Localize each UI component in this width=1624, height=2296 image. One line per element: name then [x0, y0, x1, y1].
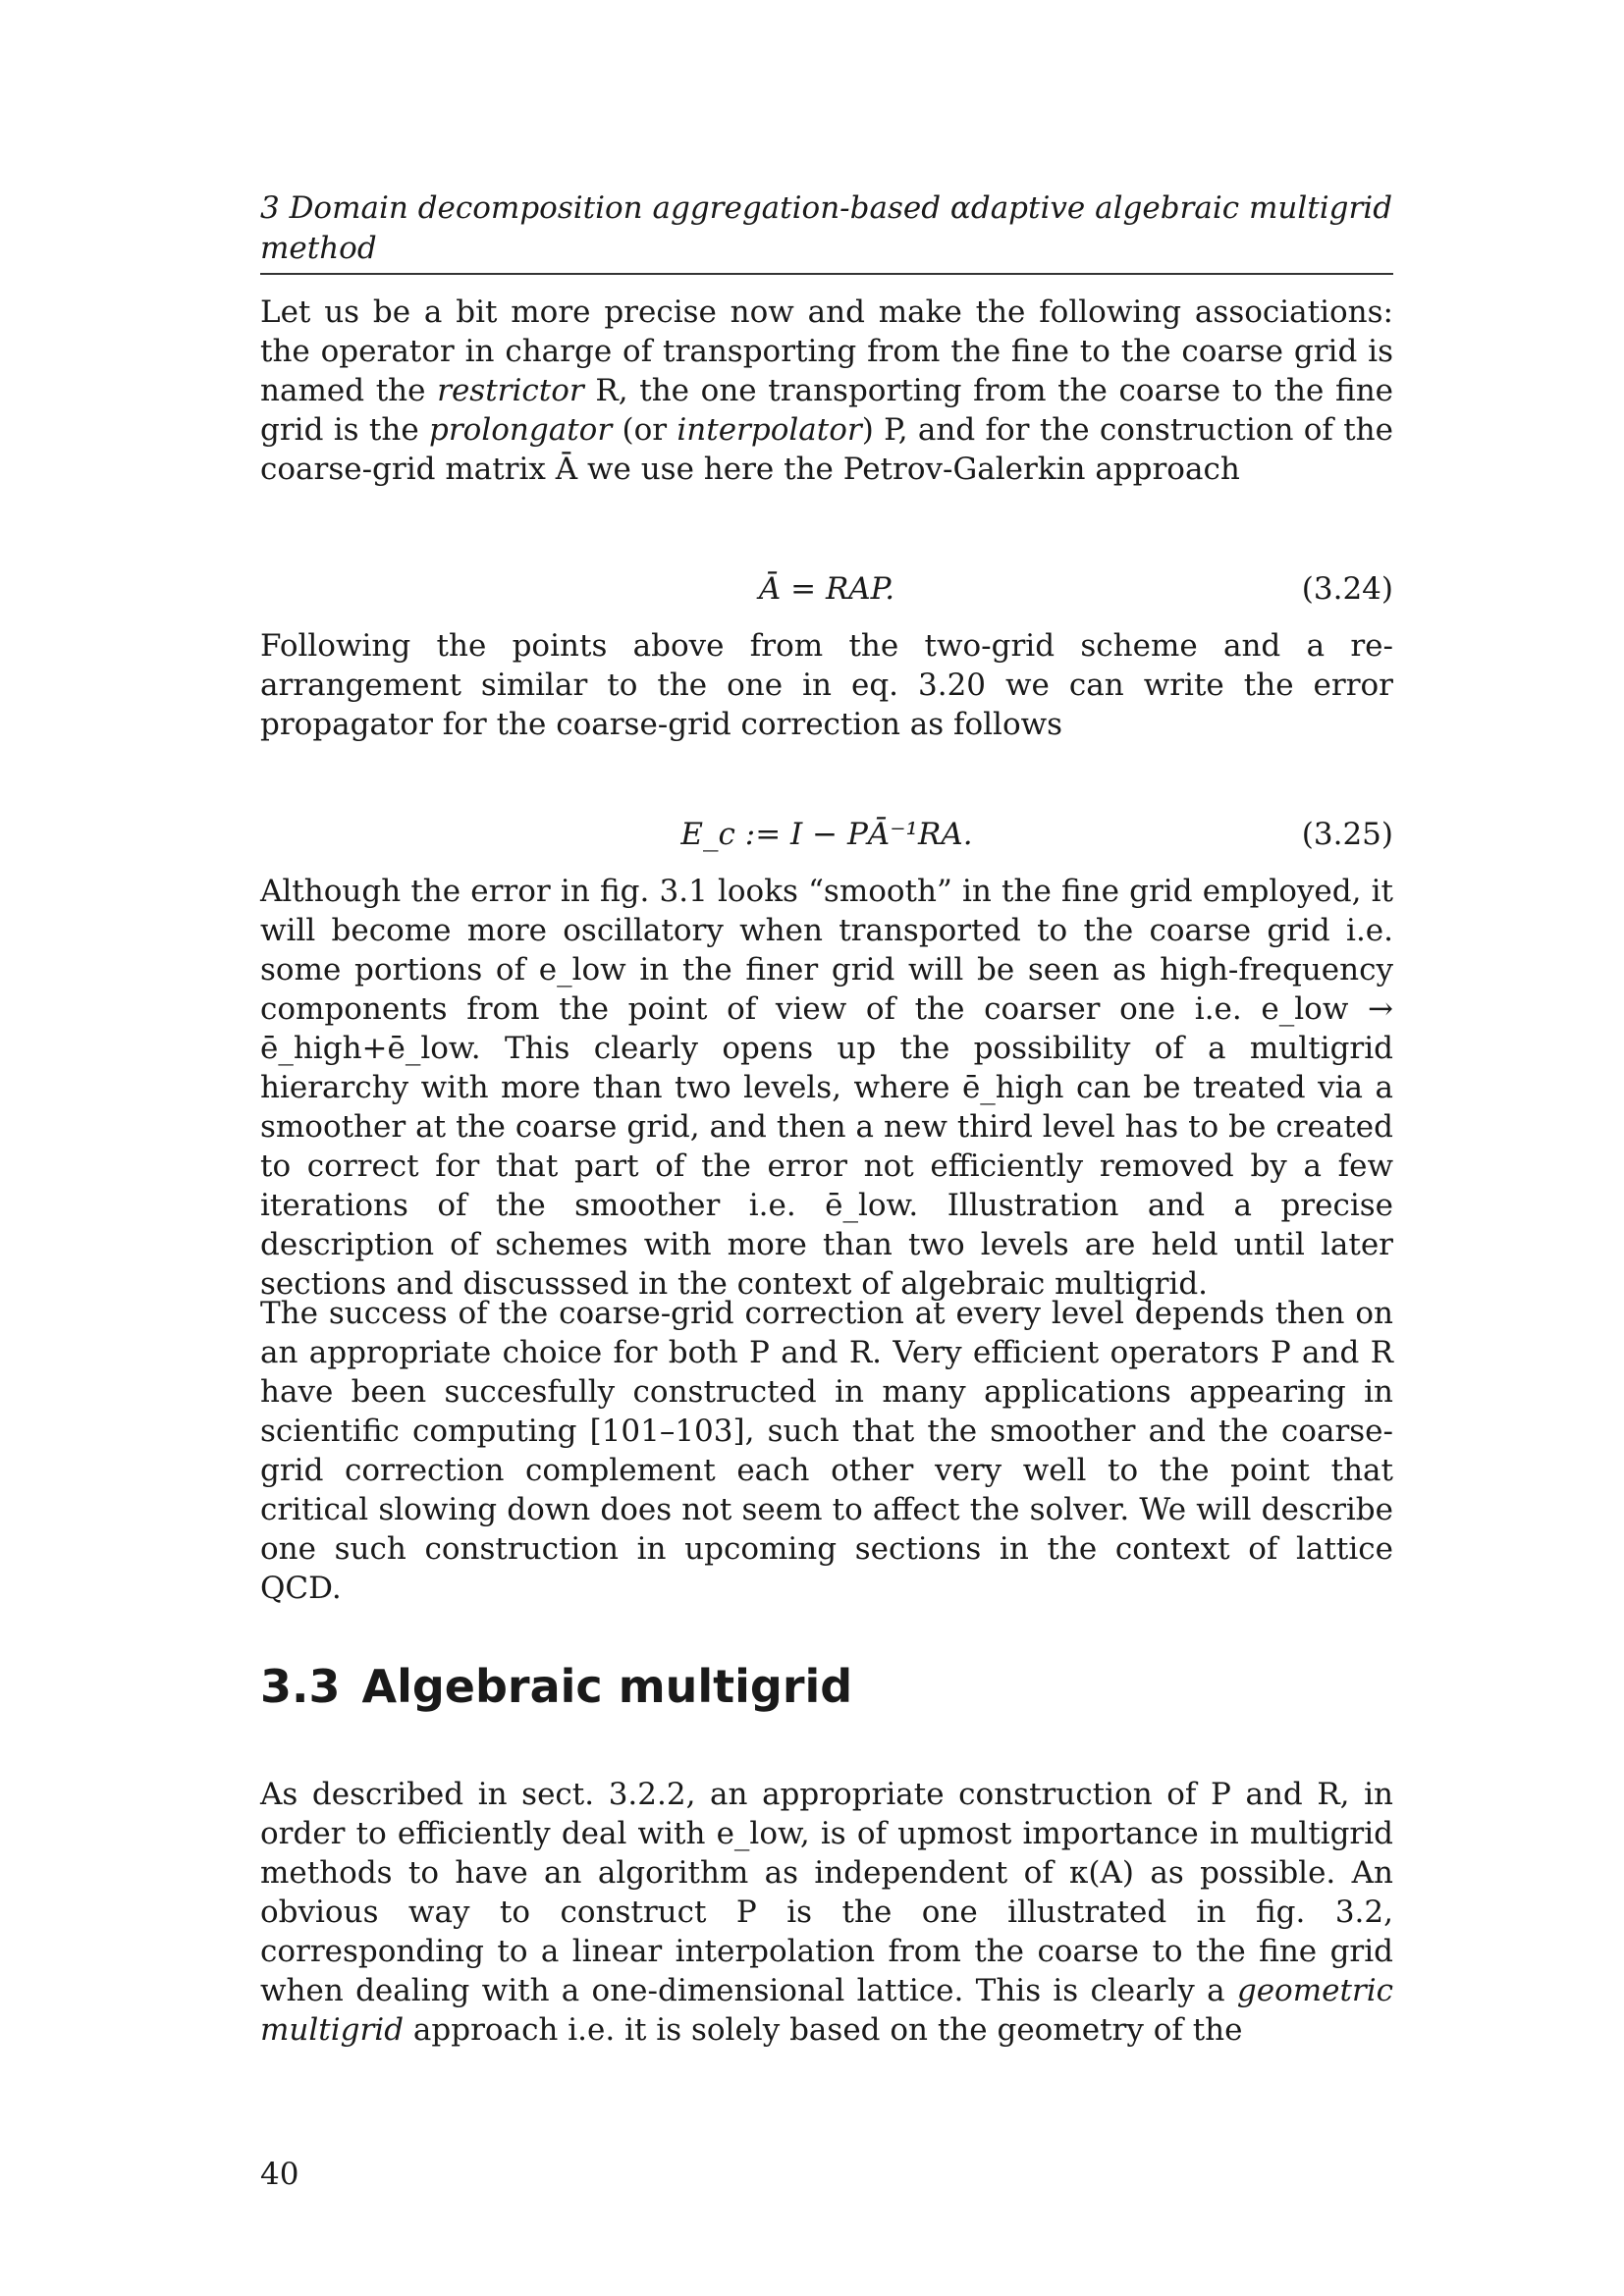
equation-formula: Ā = RAP.: [758, 571, 895, 607]
equation-number: (3.25): [1301, 817, 1393, 852]
equation-3-24: [260, 567, 1393, 611]
p1-term-prolongator: prolongator: [429, 412, 613, 448]
page-number: 40: [260, 2157, 299, 2192]
p1-text-4: ) P, and for the construction of the coarse-grid matrix Ā we use here the Petrov-Galerkin approach: [260, 412, 1393, 487]
p1-term-restrictor: restrictor: [437, 373, 584, 408]
section-number: 3.3: [260, 1660, 341, 1713]
paragraph-2-text: Following the points above from the two-grid scheme and a re-arrangement similar to the one in eq. 3.20 we can write the error propagator for the coarse-grid correction as follows: [260, 628, 1393, 742]
p1-text-3: (or: [612, 412, 677, 448]
section-heading: [260, 1659, 852, 1714]
p1-text-1: Let us be a bit more precise now and make the following associations: the operator in charge of transporting from the fine to the coarse grid is named the: [260, 294, 1393, 408]
p5-text-2: approach i.e. it is solely based on the geometry of the: [404, 2012, 1243, 2048]
paragraph-4: [260, 1294, 1393, 1608]
equation-number: (3.24): [1301, 571, 1393, 607]
running-header: 3 Domain decomposition aggregation-based αdaptive algebraic multigrid method: [260, 188, 1393, 275]
paragraph-4-text: The success of the coarse-grid correction at every level depends then on an appropriate choice for both P and R. Very efficient operators P and R have been succesfully constructed in many applications appearing in scientific computing [101–103], such that the smoother and the coarse-grid correction complement each other very well to the point that critical slowing down does not seem to affect the solver. We will describe one such construction in upcoming sections in the context of lattice QCD.: [260, 1296, 1393, 1606]
p1-text-2: R, the one transporting from the coarse to the fine grid is the: [260, 373, 1394, 448]
paragraph-2: [260, 626, 1393, 744]
paragraph-3: [260, 872, 1393, 1304]
paragraph-1: [260, 293, 1393, 489]
equation-formula: E_c := I − PĀ⁻¹RA.: [680, 817, 973, 852]
paragraph-3-text: Although the error in fig. 3.1 looks “smooth” in the fine grid employed, it will become more oscillatory when transported to the coarse grid i.e. some portions of e_low in the finer grid will be seen as high-frequency components from the point of view of the coarser one i.e. e_low → ē_high+ē_low. This clearly opens up the possibility of a multigrid hierarchy with more than two levels, where ē_high can be treated via a smoother at the coarse grid, and then a new third level has to be created to correct for that part of the error not efficiently removed by a few iterations of the smoother i.e. ē_low. Illustration and a precise description of schemes with more than two levels are held until later sections and discusssed in the context of algebraic multigrid.: [260, 874, 1393, 1302]
equation-3-25: [260, 813, 1393, 856]
paragraph-5: [260, 1775, 1393, 2050]
p5-term-geometric-multigrid: geometric multigrid: [260, 1973, 1393, 2048]
section-title: Algebraic multigrid: [361, 1660, 853, 1713]
p5-text-1: As described in sect. 3.2.2, an appropriate construction of P and R, in order to efficiently deal with e_low, is of upmost importance in multigrid methods to have an algorithm as independent of κ(A) as possible. An obvious way to construct P is the one illustrated in fig. 3.2, corresponding to a linear interpolation from the coarse to the fine grid when dealing with a one-dimensional lattice. This is clearly a: [260, 1777, 1393, 2008]
p1-term-interpolator: interpolator: [677, 412, 862, 448]
